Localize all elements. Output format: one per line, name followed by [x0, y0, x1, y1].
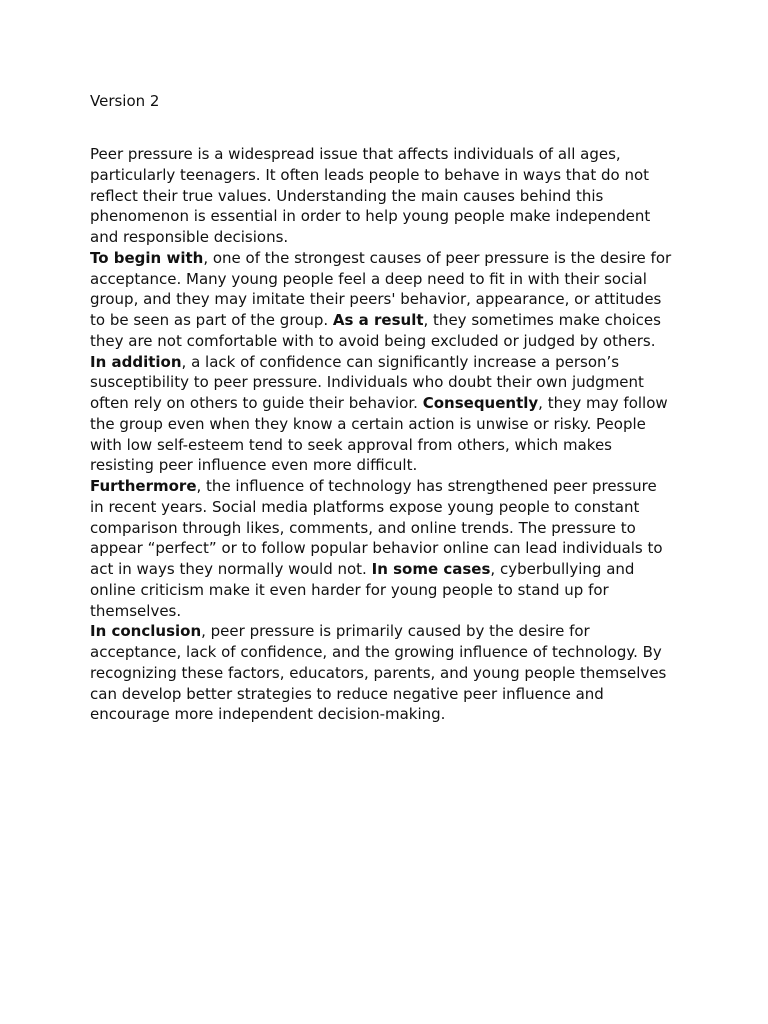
- paragraph-text: , they sometimes make choices they are not comfortable with to avoid being excluded or judged by others.: [90, 311, 661, 350]
- transition-in-some-cases: In some cases: [371, 560, 491, 578]
- essay-body: [90, 144, 690, 725]
- transition-in-addition: In addition: [90, 352, 182, 371]
- paragraph-text: , one of the strongest causes of peer pressure is the desire for acceptance. Many young people feel a deep need to fit in with their social group, and they may imitate their peers' behavior, appearance, or attitudes to be seen as part of the group.: [90, 248, 672, 329]
- paragraph-text: , peer pressure is primarily caused by the desire for acceptance, lack of confidence, and the growing influence of technology. By recognizing these factors, educators, parents, and young people themselves can develop better strategies to reduce negative peer influence and encourage more independent decision-making.: [90, 622, 667, 724]
- transition-to-begin-with: To begin with: [90, 248, 204, 267]
- paragraph-text: , a lack of confidence can significantly increase a person’s susceptibility to peer pressure. Individuals who doubt their own judgment often rely on others to guide their behavior.: [90, 352, 644, 412]
- intro-paragraph: Peer pressure is a widespread issue that affects individuals of all ages, particularly teenagers. It often leads people to behave in ways that do not reflect their true values. Understanding the main causes behind this phenomenon is essential in order to help young people make independent and responsible decisions.: [90, 145, 651, 246]
- transition-in-conclusion: In conclusion: [90, 622, 202, 641]
- paragraph-conclusion: [90, 621, 690, 725]
- paragraph-causes-confidence: [90, 352, 690, 477]
- paragraph-text: , cyberbullying and online criticism make it even harder for young people to stand up for themselves.: [90, 560, 635, 620]
- paragraph-text: , the influence of technology has strengthened peer pressure in recent years. Social media platforms expose young people to constant comparison through likes, comments, and online trends. The pressure to appear “perfect” or to follow popular behavior online can lead individuals to act in ways they normally would not.: [90, 477, 663, 578]
- paragraph-text: , they may follow the group even when they know a certain action is unwise or risky. People with low self-esteem tend to seek approval from others, which makes resisting peer influence even more difficult.: [90, 394, 668, 475]
- paragraph-causes-technology: [90, 476, 690, 621]
- transition-consequently: Consequently: [422, 394, 539, 412]
- transition-as-a-result: As a result: [332, 311, 424, 329]
- transition-furthermore: Furthermore: [90, 477, 197, 495]
- paragraph-causes-acceptance: [90, 248, 690, 352]
- version-label: Version 2: [90, 92, 160, 110]
